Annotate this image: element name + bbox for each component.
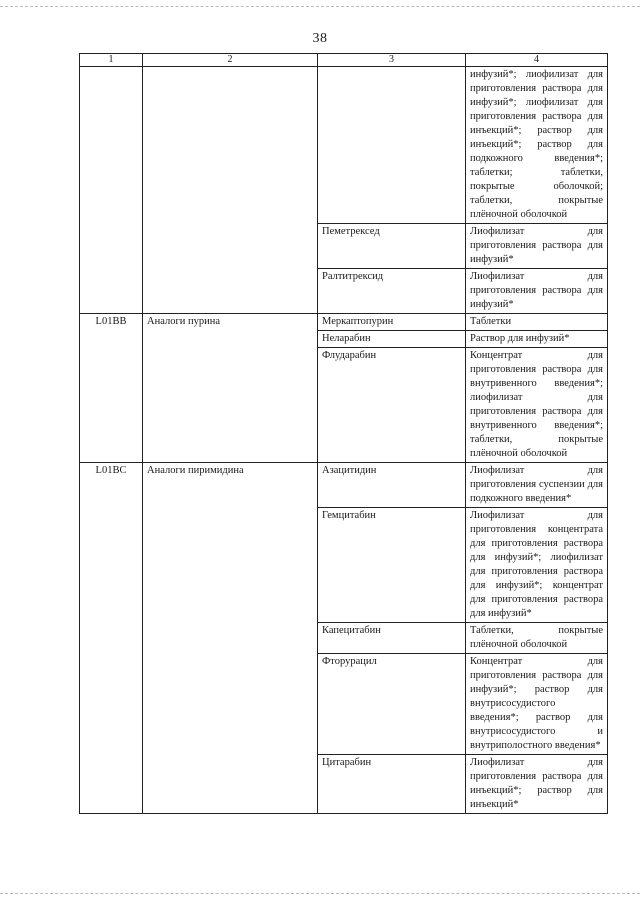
column-header-1: 1 (80, 54, 143, 67)
table-row (80, 67, 608, 224)
drug-name-cell: Фторурацил (318, 654, 466, 755)
column-header-2: 2 (143, 54, 318, 67)
table-row (80, 463, 608, 508)
dosage-forms-cell: Раствор для инфузий* (466, 331, 608, 348)
dosage-forms-cell: Лиофилизат для приготовления суспензии для подкожного введения* (466, 463, 608, 508)
drug-name-cell: Неларабин (318, 331, 466, 348)
dosage-forms-cell: Лиофилизат для приготовления раствора для инъекций*; раствор для инъекций* (466, 755, 608, 814)
drug-name-cell: Азацитидин (318, 463, 466, 508)
table-row (80, 314, 608, 331)
drug-name-cell: Гемцитабин (318, 508, 466, 623)
group-name-cell (143, 67, 318, 314)
column-header-3: 3 (318, 54, 466, 67)
dosage-forms-cell: инфузий*; лиофилизат для приготовления раствора для инфузий*; лиофилизат для приготовления раствора для инъекций*; раствор для инъекций*; раствор для подкожного введения*; таблетки; таблетки, покрытые оболочкой; таблетки, покрытые плёночной оболочкой (466, 67, 608, 224)
dosage-forms-cell: Лиофилизат для приготовления раствора для инфузий* (466, 269, 608, 314)
dosage-forms-cell: Лиофилизат для приготовления раствора для инфузий* (466, 224, 608, 269)
atc-code-cell: L01BC (80, 463, 143, 814)
drug-name-cell: Флударабин (318, 348, 466, 463)
drug-name-cell: Меркаптопурин (318, 314, 466, 331)
dosage-forms-cell: Концентрат для приготовления раствора для инфузий*; раствор для внутрисосудистого введения*; раствор для внутрисосудистого и внутриполостного введения* (466, 654, 608, 755)
drug-table (79, 53, 608, 814)
atc-code-cell: L01BB (80, 314, 143, 463)
drug-name-cell (318, 67, 466, 224)
dosage-forms-cell: Таблетки (466, 314, 608, 331)
drug-name-cell: Капецитабин (318, 623, 466, 654)
dosage-forms-cell: Концентрат для приготовления раствора для внутривенного введения*; лиофилизат для приготовления раствора для внутривенного введения*; таблетки, покрытые плёночной оболочкой (466, 348, 608, 463)
dosage-forms-cell: Таблетки, покрытые плёночной оболочкой (466, 623, 608, 654)
page-number: 38 (312, 31, 328, 46)
column-header-4: 4 (466, 54, 608, 67)
group-name-cell: Аналоги пиримидина (143, 463, 318, 814)
atc-code-cell (80, 67, 143, 314)
drug-name-cell: Цитарабин (318, 755, 466, 814)
drug-name-cell: Пеметрексед (318, 224, 466, 269)
scan-edge-top (0, 6, 640, 7)
column-header-row (80, 54, 608, 67)
dosage-forms-cell: Лиофилизат для приготовления концентрата для приготовления раствора для инфузий*; лиофилизат для приготовления раствора для инфузий*; концентрат для приготовления раствора для инфузий* (466, 508, 608, 623)
drug-name-cell: Ралтитрексид (318, 269, 466, 314)
group-name-cell: Аналоги пурина (143, 314, 318, 463)
scan-edge-bottom (0, 893, 640, 894)
